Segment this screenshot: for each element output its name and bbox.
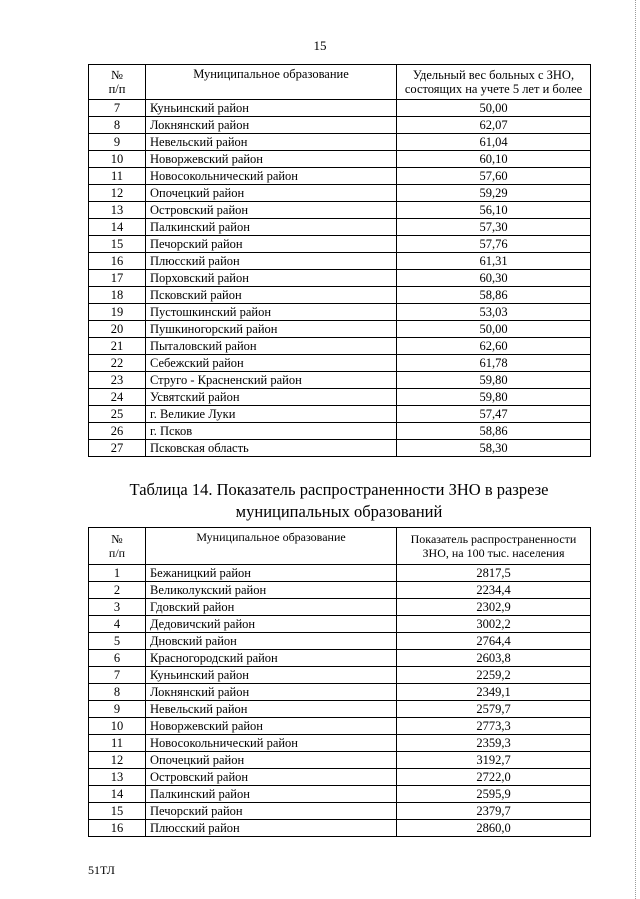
table-header-row [89,65,591,100]
row-number: 14 [89,219,146,236]
row-municipality: Опочецкий район [146,185,397,202]
table-body [89,565,591,837]
row-municipality: Куньинский район [146,100,397,117]
row-number: 5 [89,633,146,650]
row-number: 18 [89,287,146,304]
table-row [89,406,591,423]
table-row [89,287,591,304]
row-number: 26 [89,423,146,440]
row-value: 57,76 [397,236,591,253]
table-row [89,684,591,701]
page-number: 15 [313,38,327,53]
table-row [89,616,591,633]
table-row [89,202,591,219]
table-row [89,236,591,253]
table-row [89,253,591,270]
row-number: 11 [89,168,146,185]
row-value: 2359,3 [397,735,591,752]
row-number: 16 [89,820,146,837]
row-municipality: Пыталовский район [146,338,397,355]
row-number: 2 [89,582,146,599]
column-header-number-text: № п/п [108,68,126,96]
row-value: 2773,3 [397,718,591,735]
row-municipality: Себежский район [146,355,397,372]
row-value: 58,30 [397,440,591,457]
row-number: 12 [89,752,146,769]
row-municipality: Бежаницкий район [146,565,397,582]
table-row [89,701,591,718]
row-value: 2860,0 [397,820,591,837]
row-municipality: г. Великие Луки [146,406,397,423]
column-header-number [89,65,146,100]
column-header-value [397,65,591,100]
column-header-number [89,528,146,565]
row-number: 9 [89,134,146,151]
row-value: 61,78 [397,355,591,372]
row-value: 57,60 [397,168,591,185]
table-row [89,786,591,803]
column-header-value-text: Показатель распространенности ЗНО, на 100 тыс. населения [410,532,577,560]
row-number: 17 [89,270,146,287]
row-number: 3 [89,599,146,616]
row-value: 61,04 [397,134,591,151]
table-row [89,321,591,338]
column-header-value [397,528,591,565]
row-municipality: Струго - Красненский район [146,372,397,389]
row-number: 11 [89,735,146,752]
row-value: 2722,0 [397,769,591,786]
table-specific-weight [88,64,591,457]
row-value: 62,60 [397,338,591,355]
row-municipality: Новоржевский район [146,718,397,735]
table-row [89,820,591,837]
table-row [89,100,591,117]
row-value: 60,30 [397,270,591,287]
row-municipality: Островский район [146,769,397,786]
row-number: 15 [89,236,146,253]
table-caption: Таблица 14. Показатель распространенности ЗНО в разрезе муниципальных образований [129,480,549,521]
row-number: 19 [89,304,146,321]
row-value: 56,10 [397,202,591,219]
row-municipality: Усвятский район [146,389,397,406]
row-number: 20 [89,321,146,338]
row-value: 61,31 [397,253,591,270]
row-municipality: Печорский район [146,803,397,820]
row-municipality: Дновский район [146,633,397,650]
row-municipality: Пушкиногорский район [146,321,397,338]
table-row [89,803,591,820]
row-number: 22 [89,355,146,372]
footer-code: 51ТЛ [88,863,115,877]
table-row [89,134,591,151]
row-municipality: Невельский район [146,134,397,151]
row-municipality: Невельский район [146,701,397,718]
table-prevalence [88,527,591,837]
table-row [89,769,591,786]
row-value: 50,00 [397,321,591,338]
row-number: 21 [89,338,146,355]
row-municipality: Порховский район [146,270,397,287]
table-row [89,582,591,599]
row-value: 57,47 [397,406,591,423]
row-number: 4 [89,616,146,633]
row-value: 2764,4 [397,633,591,650]
table-row [89,667,591,684]
row-number: 23 [89,372,146,389]
row-number: 6 [89,650,146,667]
row-value: 58,86 [397,423,591,440]
row-municipality: Куньинский район [146,667,397,684]
table-row [89,650,591,667]
row-value: 62,07 [397,117,591,134]
row-number: 8 [89,684,146,701]
row-value: 2595,9 [397,786,591,803]
table-row [89,565,591,582]
row-municipality: Новоржевский район [146,151,397,168]
row-number: 14 [89,786,146,803]
row-number: 13 [89,202,146,219]
table-row [89,599,591,616]
row-value: 2379,7 [397,803,591,820]
row-value: 60,10 [397,151,591,168]
row-value: 2817,5 [397,565,591,582]
row-value: 53,03 [397,304,591,321]
row-value: 2349,1 [397,684,591,701]
column-header-municipality: Муниципальное образование [146,528,397,565]
row-municipality: Гдовский район [146,599,397,616]
row-number: 12 [89,185,146,202]
table-row [89,423,591,440]
column-header-number-text: № п/п [108,532,126,560]
row-value: 59,80 [397,389,591,406]
table-row [89,389,591,406]
row-number: 10 [89,718,146,735]
column-header-value-text: Удельный вес больных с ЗНО, состоящих на учете 5 лет и более [404,68,583,96]
row-municipality: Красногородский район [146,650,397,667]
table-row [89,168,591,185]
row-municipality: Опочецкий район [146,752,397,769]
table-row [89,270,591,287]
row-value: 2259,2 [397,667,591,684]
table-row [89,117,591,134]
row-value: 3192,7 [397,752,591,769]
table-header-row [89,528,591,565]
row-municipality: г. Псков [146,423,397,440]
table-row [89,151,591,168]
row-municipality: Локнянский район [146,684,397,701]
column-header-municipality: Муниципальное образование [146,65,397,100]
row-number: 16 [89,253,146,270]
table-body [89,100,591,457]
row-value: 57,30 [397,219,591,236]
row-municipality: Псковский район [146,287,397,304]
row-number: 8 [89,117,146,134]
row-municipality: Плюсский район [146,253,397,270]
page-edge [634,0,636,899]
row-municipality: Печорский район [146,236,397,253]
row-value: 50,00 [397,100,591,117]
row-value: 2234,4 [397,582,591,599]
table-row [89,372,591,389]
row-municipality: Островский район [146,202,397,219]
row-number: 27 [89,440,146,457]
table-row [89,355,591,372]
row-number: 7 [89,100,146,117]
table-row [89,219,591,236]
row-municipality: Плюсский район [146,820,397,837]
row-number: 25 [89,406,146,423]
row-municipality: Пустошкинский район [146,304,397,321]
row-number: 13 [89,769,146,786]
table-row [89,718,591,735]
table-row [89,304,591,321]
row-municipality: Палкинский район [146,219,397,236]
row-municipality: Дедовичский район [146,616,397,633]
table-row [89,633,591,650]
table-row [89,338,591,355]
row-number: 7 [89,667,146,684]
row-municipality: Новосокольнический район [146,168,397,185]
row-municipality: Новосокольнический район [146,735,397,752]
table-row [89,735,591,752]
row-municipality: Палкинский район [146,786,397,803]
row-value: 58,86 [397,287,591,304]
table-row [89,752,591,769]
row-number: 10 [89,151,146,168]
row-value: 2603,8 [397,650,591,667]
row-municipality: Псковская область [146,440,397,457]
row-municipality: Локнянский район [146,117,397,134]
table-row [89,440,591,457]
row-number: 1 [89,565,146,582]
row-number: 24 [89,389,146,406]
row-value: 2579,7 [397,701,591,718]
row-value: 59,29 [397,185,591,202]
row-number: 15 [89,803,146,820]
row-municipality: Великолукский район [146,582,397,599]
table-row [89,185,591,202]
row-value: 3002,2 [397,616,591,633]
row-value: 2302,9 [397,599,591,616]
row-number: 9 [89,701,146,718]
row-value: 59,80 [397,372,591,389]
